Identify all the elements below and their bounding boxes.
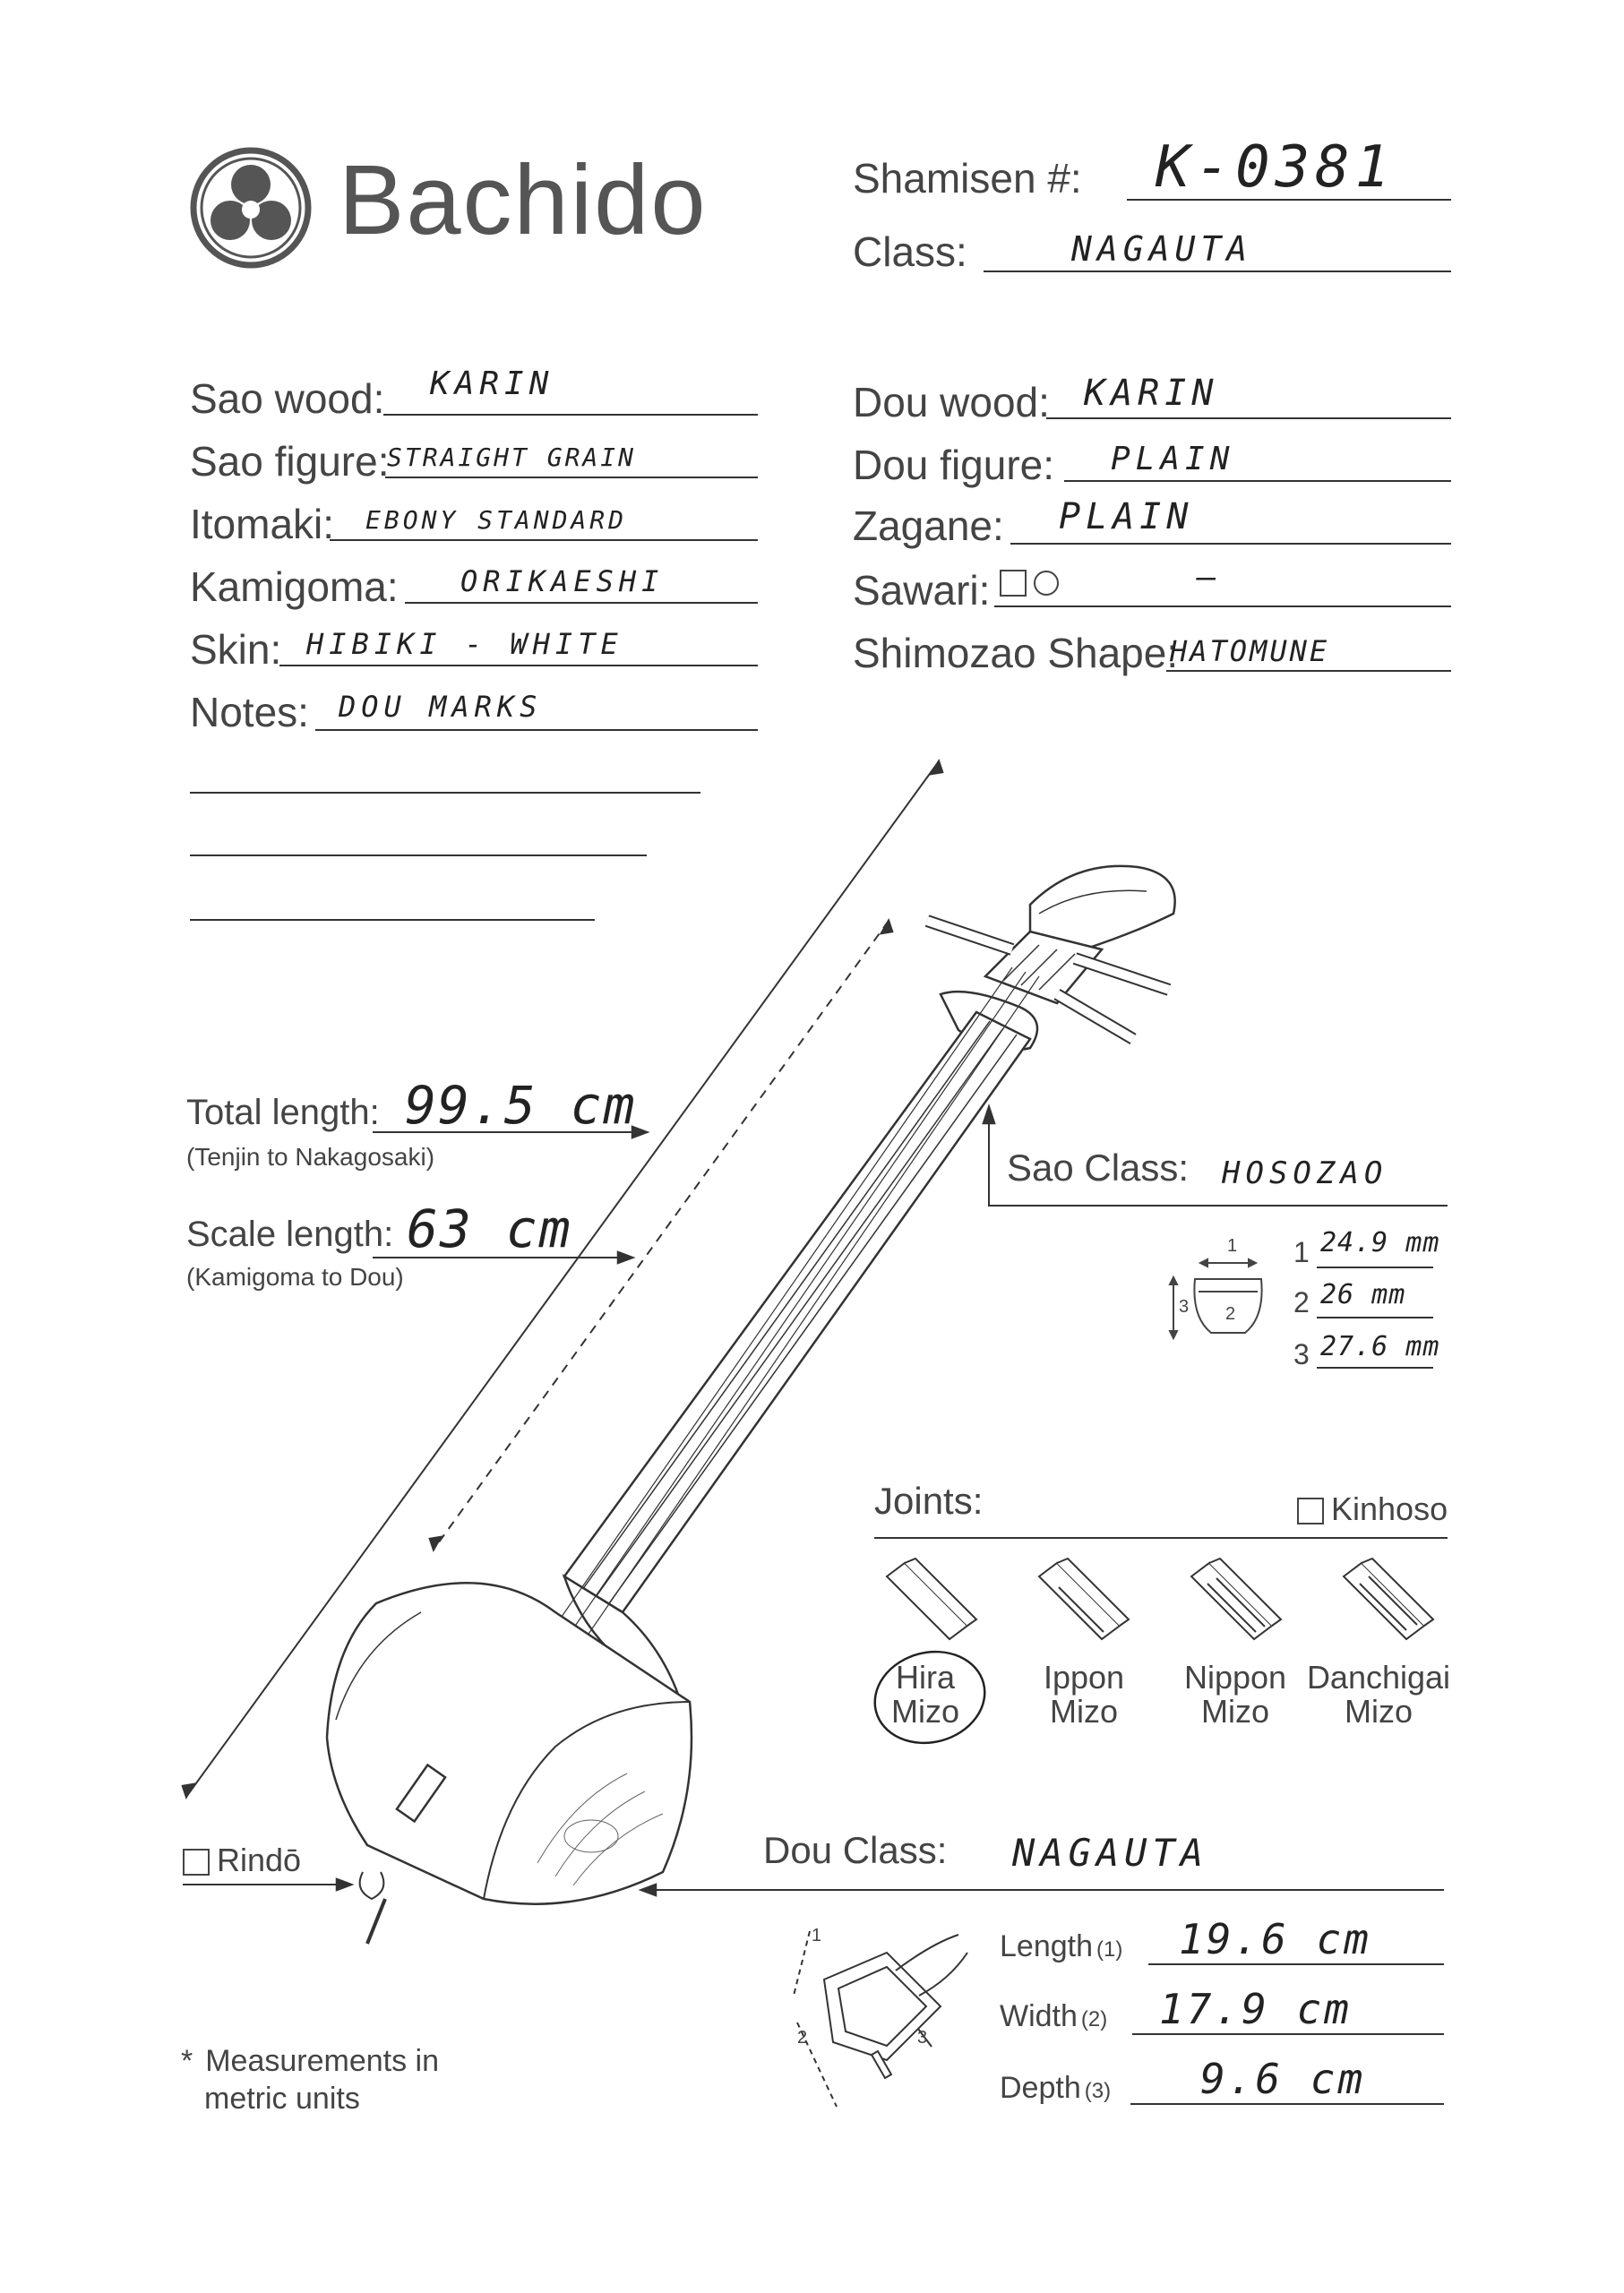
shamisen-number-label: Shamisen #: [853,155,1082,202]
kinhoso-option [1297,1490,1448,1528]
sao-measurement-index: 3 [1293,1338,1310,1370]
sao-measurement-index: 1 [1293,1236,1310,1268]
shamisen-number-value: K-0381 [1156,134,1396,201]
class-label: Class: [853,228,967,275]
sao-measurement-value-2: 26 mm [1320,1279,1406,1310]
sao-wood-label: Sao wood: [190,375,385,422]
sao-measurement-3 [1293,1338,1310,1371]
total-length-subtitle: (Tenjin to Nakagosaki) [186,1143,435,1171]
itomaki-value: EBONY STANDARD [365,505,628,535]
dou-diagram-label-1: 1 [812,1926,822,1945]
joint-label-line1: Hira [895,1659,955,1696]
sawari-value: — [1197,559,1222,596]
sao-wood-value: KARIN [430,365,554,402]
joint-label-line2: Mizo [1200,1693,1269,1730]
dou-depth-field [1000,2071,1111,2106]
joint-label-line2: Mizo [1049,1693,1118,1730]
joints-label: Joints: [874,1480,984,1522]
footnote-line2: metric units [204,2082,360,2116]
skin-value: HIBIKI - WHITE [306,627,623,661]
joint-label-line1: Danchigai [1306,1659,1451,1696]
notes-value: DOU MARKS [339,690,543,724]
dou-figure-value: PLAIN [1111,441,1235,477]
dou-dimension-diagram [761,1917,976,2114]
joint-icons [869,1550,1451,1657]
dou-depth-label: Depth [1000,2071,1081,2105]
dou-length-field [1000,1929,1122,1964]
joint-label-line1: Nippon [1183,1659,1287,1696]
notes-label: Notes: [190,689,309,735]
sao-diagram-label-3: 3 [1179,1297,1190,1317]
sawari-label: Sawari: [853,567,991,614]
shimozao-shape-value: HATOMUNE [1170,634,1330,668]
dou-length-index: (1) [1096,1937,1123,1962]
footnote [181,2042,439,2117]
skin-label: Skin: [190,626,282,673]
footnote-line1: Measurements in [205,2044,440,2078]
dou-class-label: Dou Class: [763,1829,948,1871]
sao-cross-section-diagram [1156,1236,1281,1344]
zagane-value: PLAIN [1059,496,1194,537]
sao-figure-label: Sao figure: [190,438,390,485]
shimozao-shape-label: Shimozao Shape: [853,630,1179,676]
class-value: NAGAUTA [1071,229,1253,269]
kinhoso-checkbox[interactable] [1297,1498,1324,1524]
sao-measurement-value-1: 24.9 mm [1320,1227,1440,1258]
dou-wood-value: KARIN [1084,373,1219,414]
dou-length-label: Length [1000,1929,1093,1963]
total-length-value: 99.5 cm [405,1075,637,1136]
sao-measurement-1 [1293,1236,1310,1269]
brand-name: Bachido [339,145,708,255]
sao-class-value: HOSOZAO [1222,1155,1388,1191]
dou-length-value: 19.6 cm [1179,1915,1371,1963]
dou-figure-label: Dou figure: [853,442,1055,488]
dou-width-field [1000,1999,1107,2034]
sao-measurement-value-3: 27.6 mm [1320,1331,1440,1362]
sao-measurement-index: 2 [1293,1286,1310,1318]
joint-label-line1: Ippon [1043,1659,1125,1696]
dou-diagram-label-2: 2 [797,2028,808,2048]
joint-option-nippon-mizo[interactable] [1168,1661,1302,1729]
dou-diagram-label-3: 3 [917,2028,928,2048]
joint-label-line2: Mizo [1344,1693,1413,1730]
kinhoso-label: Kinhoso [1331,1490,1448,1527]
dou-depth-index: (3) [1084,2079,1112,2103]
joint-option-ippon-mizo[interactable] [1021,1661,1147,1729]
rindo-checkbox[interactable] [183,1849,210,1876]
joint-option-hira-mizo[interactable] [867,1648,992,1747]
joint-label-line2: Mizo [890,1693,959,1730]
sao-diagram-label-1: 1 [1227,1236,1238,1256]
dou-depth-value: 9.6 cm [1200,2055,1366,2103]
scale-length-value: 63 cm [407,1198,572,1259]
kamigoma-label: Kamigoma: [190,563,399,610]
dou-class-value: NAGAUTA [1012,1831,1209,1875]
rindo-option [183,1842,301,1879]
zagane-label: Zagane: [853,502,1004,549]
sao-measurement-2 [1293,1286,1310,1319]
joint-option-danchigai-mizo[interactable] [1302,1661,1455,1729]
dou-width-index: (2) [1080,2007,1108,2031]
dou-width-label: Width [1000,1999,1078,2033]
scale-length-label: Scale length: [186,1215,394,1254]
sao-figure-value: STRAIGHT GRAIN [387,442,637,472]
scale-length-subtitle: (Kamigoma to Dou) [186,1263,404,1291]
footnote-star: * [181,2044,193,2078]
dou-width-value: 17.9 cm [1159,1985,1352,2033]
sao-class-label: Sao Class: [1007,1146,1190,1189]
kamigoma-value: ORIKAESHI [460,564,665,598]
dou-wood-label: Dou wood: [853,379,1050,425]
itomaki-label: Itomaki: [190,501,335,547]
rindo-label: Rindō [217,1842,302,1878]
total-length-label: Total length: [186,1093,380,1132]
sao-diagram-label-2: 2 [1225,1304,1236,1324]
